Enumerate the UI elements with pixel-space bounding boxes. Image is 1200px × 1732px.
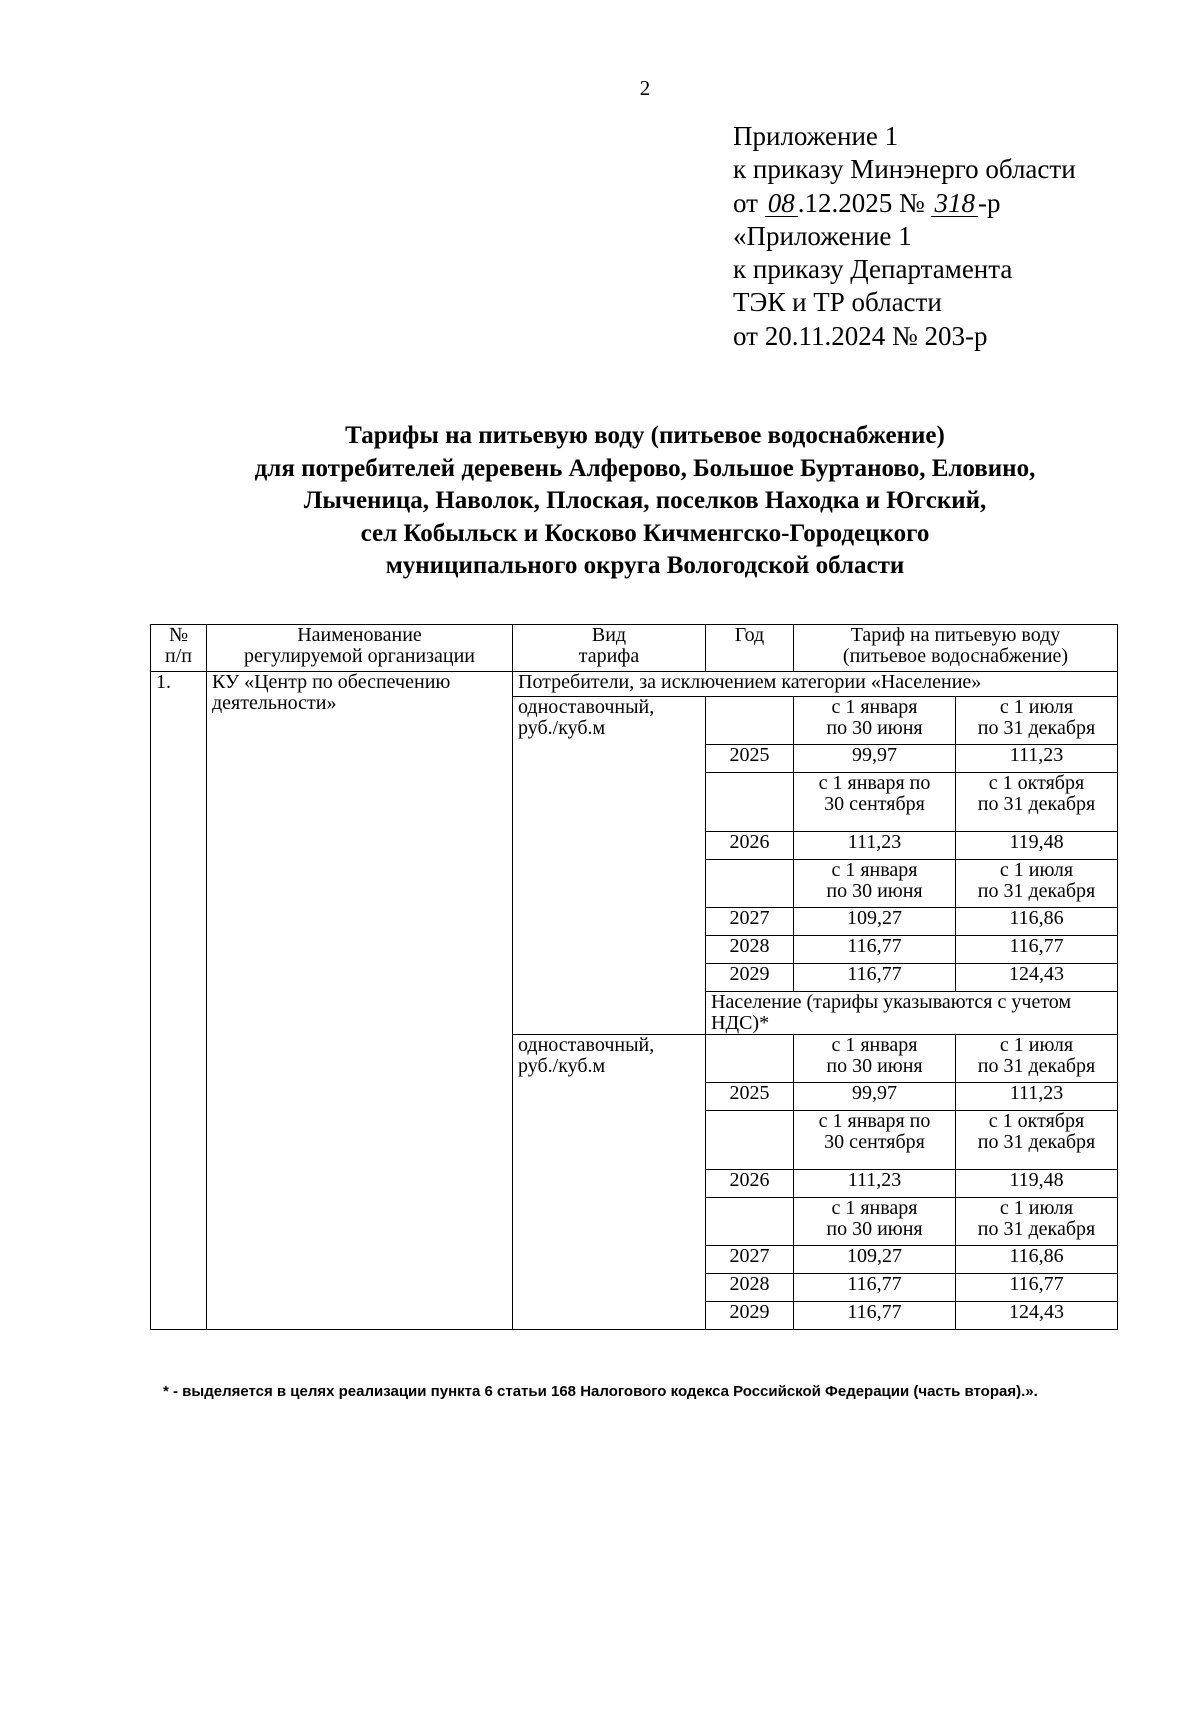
year-cell: 2025 — [706, 1083, 794, 1111]
period-cell: с 1 января по 30 сентября — [794, 773, 956, 832]
document-title — [0, 420, 1200, 583]
value-cell: 116,86 — [956, 1246, 1118, 1274]
year-cell: 2027 — [706, 1246, 794, 1274]
appendix-line: «Приложение 1 — [733, 220, 912, 251]
header-number: № п/п — [151, 625, 207, 672]
handwritten-day: 08 — [765, 190, 798, 217]
appendix-line: к приказу Минэнерго области — [733, 154, 1076, 185]
period-cell: с 1 января по 30 июня — [794, 1198, 956, 1246]
year-cell: 2028 — [706, 936, 794, 964]
value-cell: 109,27 — [794, 1246, 956, 1274]
value-cell: 109,27 — [794, 908, 956, 936]
value-cell: 116,77 — [956, 1274, 1118, 1302]
value-cell: 111,23 — [794, 832, 956, 860]
value-cell: 116,77 — [794, 1274, 956, 1302]
title-line: Лыченица, Наволок, Плоская, поселков Находка и Югский, — [303, 487, 987, 515]
title-line: Тарифы на питьевую воду (питьевое водоснабжение) — [345, 422, 945, 449]
year-cell: 2028 — [706, 1274, 794, 1302]
table-header-row — [151, 625, 1118, 672]
title-line: сел Кобыльск и Косково Кичменгско-Городецкого — [360, 519, 930, 547]
year-cell-empty — [706, 860, 794, 908]
table-row — [151, 672, 1118, 697]
value-cell: 99,97 — [794, 1083, 956, 1111]
category-row: Население (тарифы указываются с учетом НДС)* — [706, 992, 1118, 1035]
period-cell: с 1 января по 30 сентября — [794, 1111, 956, 1170]
year-cell: 2029 — [706, 964, 794, 992]
value-cell: 124,43 — [956, 1302, 1118, 1330]
tariff-table — [150, 624, 1118, 1330]
year-cell-empty — [706, 1111, 794, 1170]
appendix-line: от 20.11.2024 № 203-р — [733, 320, 988, 351]
year-cell: 2029 — [706, 1302, 794, 1330]
value-cell: 116,77 — [794, 936, 956, 964]
appendix-block — [733, 120, 1076, 353]
title-line: для потребителей деревень Алферово, Большое Буртаново, Еловино, — [254, 454, 1036, 482]
value-cell: 111,23 — [956, 745, 1118, 773]
year-cell-empty — [706, 1198, 794, 1246]
row-number: 1. — [151, 672, 207, 1330]
value-cell: 111,23 — [794, 1170, 956, 1198]
tariff-type: одноставочный, руб./куб.м — [513, 1035, 706, 1330]
header-tariff-type: Вид тарифа — [513, 625, 706, 672]
value-cell: 116,77 — [794, 1302, 956, 1330]
year-cell: 2025 — [706, 745, 794, 773]
year-cell-empty — [706, 697, 794, 745]
value-cell: 124,43 — [956, 964, 1118, 992]
period-cell: с 1 июля по 31 декабря — [956, 860, 1118, 908]
year-cell-empty — [706, 773, 794, 832]
value-cell: 99,97 — [794, 745, 956, 773]
value-cell: 119,48 — [956, 1170, 1118, 1198]
page-number: 2 — [639, 76, 651, 100]
tariff-type: одноставочный, руб./куб.м — [513, 697, 706, 1035]
footnote: * - выделяется в целях реализации пункта 6 статьи 168 Налогового кодекса Российской Федерации (часть вторая).». — [163, 1383, 1038, 1400]
appendix-line: ТЭК и ТР области — [733, 287, 942, 318]
header-organization: Наименование регулируемой организации — [207, 625, 513, 672]
period-cell: с 1 июля по 31 декабря — [956, 1198, 1118, 1246]
period-cell: с 1 июля по 31 декабря — [956, 1035, 1118, 1083]
year-cell: 2027 — [706, 908, 794, 936]
period-cell: с 1 января по 30 июня — [794, 860, 956, 908]
appendix-order-date: от 08 .12.2025 № 318 -р — [733, 187, 1001, 218]
value-cell: 111,23 — [956, 1083, 1118, 1111]
value-cell: 119,48 — [956, 832, 1118, 860]
handwritten-number: 318 — [931, 190, 978, 217]
period-cell: с 1 октября по 31 декабря — [956, 1111, 1118, 1170]
period-cell: с 1 октября по 31 декабря — [956, 773, 1118, 832]
value-cell: 116,77 — [956, 936, 1118, 964]
organization-name: КУ «Центр по обеспечению деятельности» — [207, 672, 513, 1330]
appendix-line: к приказу Департамента — [733, 254, 1013, 285]
value-cell: 116,77 — [794, 964, 956, 992]
value-cell: 116,86 — [956, 908, 1118, 936]
title-line: муниципального округа Вологодской области — [385, 552, 905, 580]
year-cell: 2026 — [706, 832, 794, 860]
period-cell: с 1 июля по 31 декабря — [956, 697, 1118, 745]
year-cell: 2026 — [706, 1170, 794, 1198]
category-row: Потребители, за исключением категории «Население» — [513, 672, 1118, 697]
period-cell: с 1 января по 30 июня — [794, 1035, 956, 1083]
header-year: Год — [706, 625, 794, 672]
header-tariff: Тариф на питьевую воду (питьевое водоснабжение) — [794, 625, 1118, 672]
year-cell-empty — [706, 1035, 794, 1083]
period-cell: с 1 января по 30 июня — [794, 697, 956, 745]
appendix-line: Приложение 1 — [733, 121, 899, 151]
